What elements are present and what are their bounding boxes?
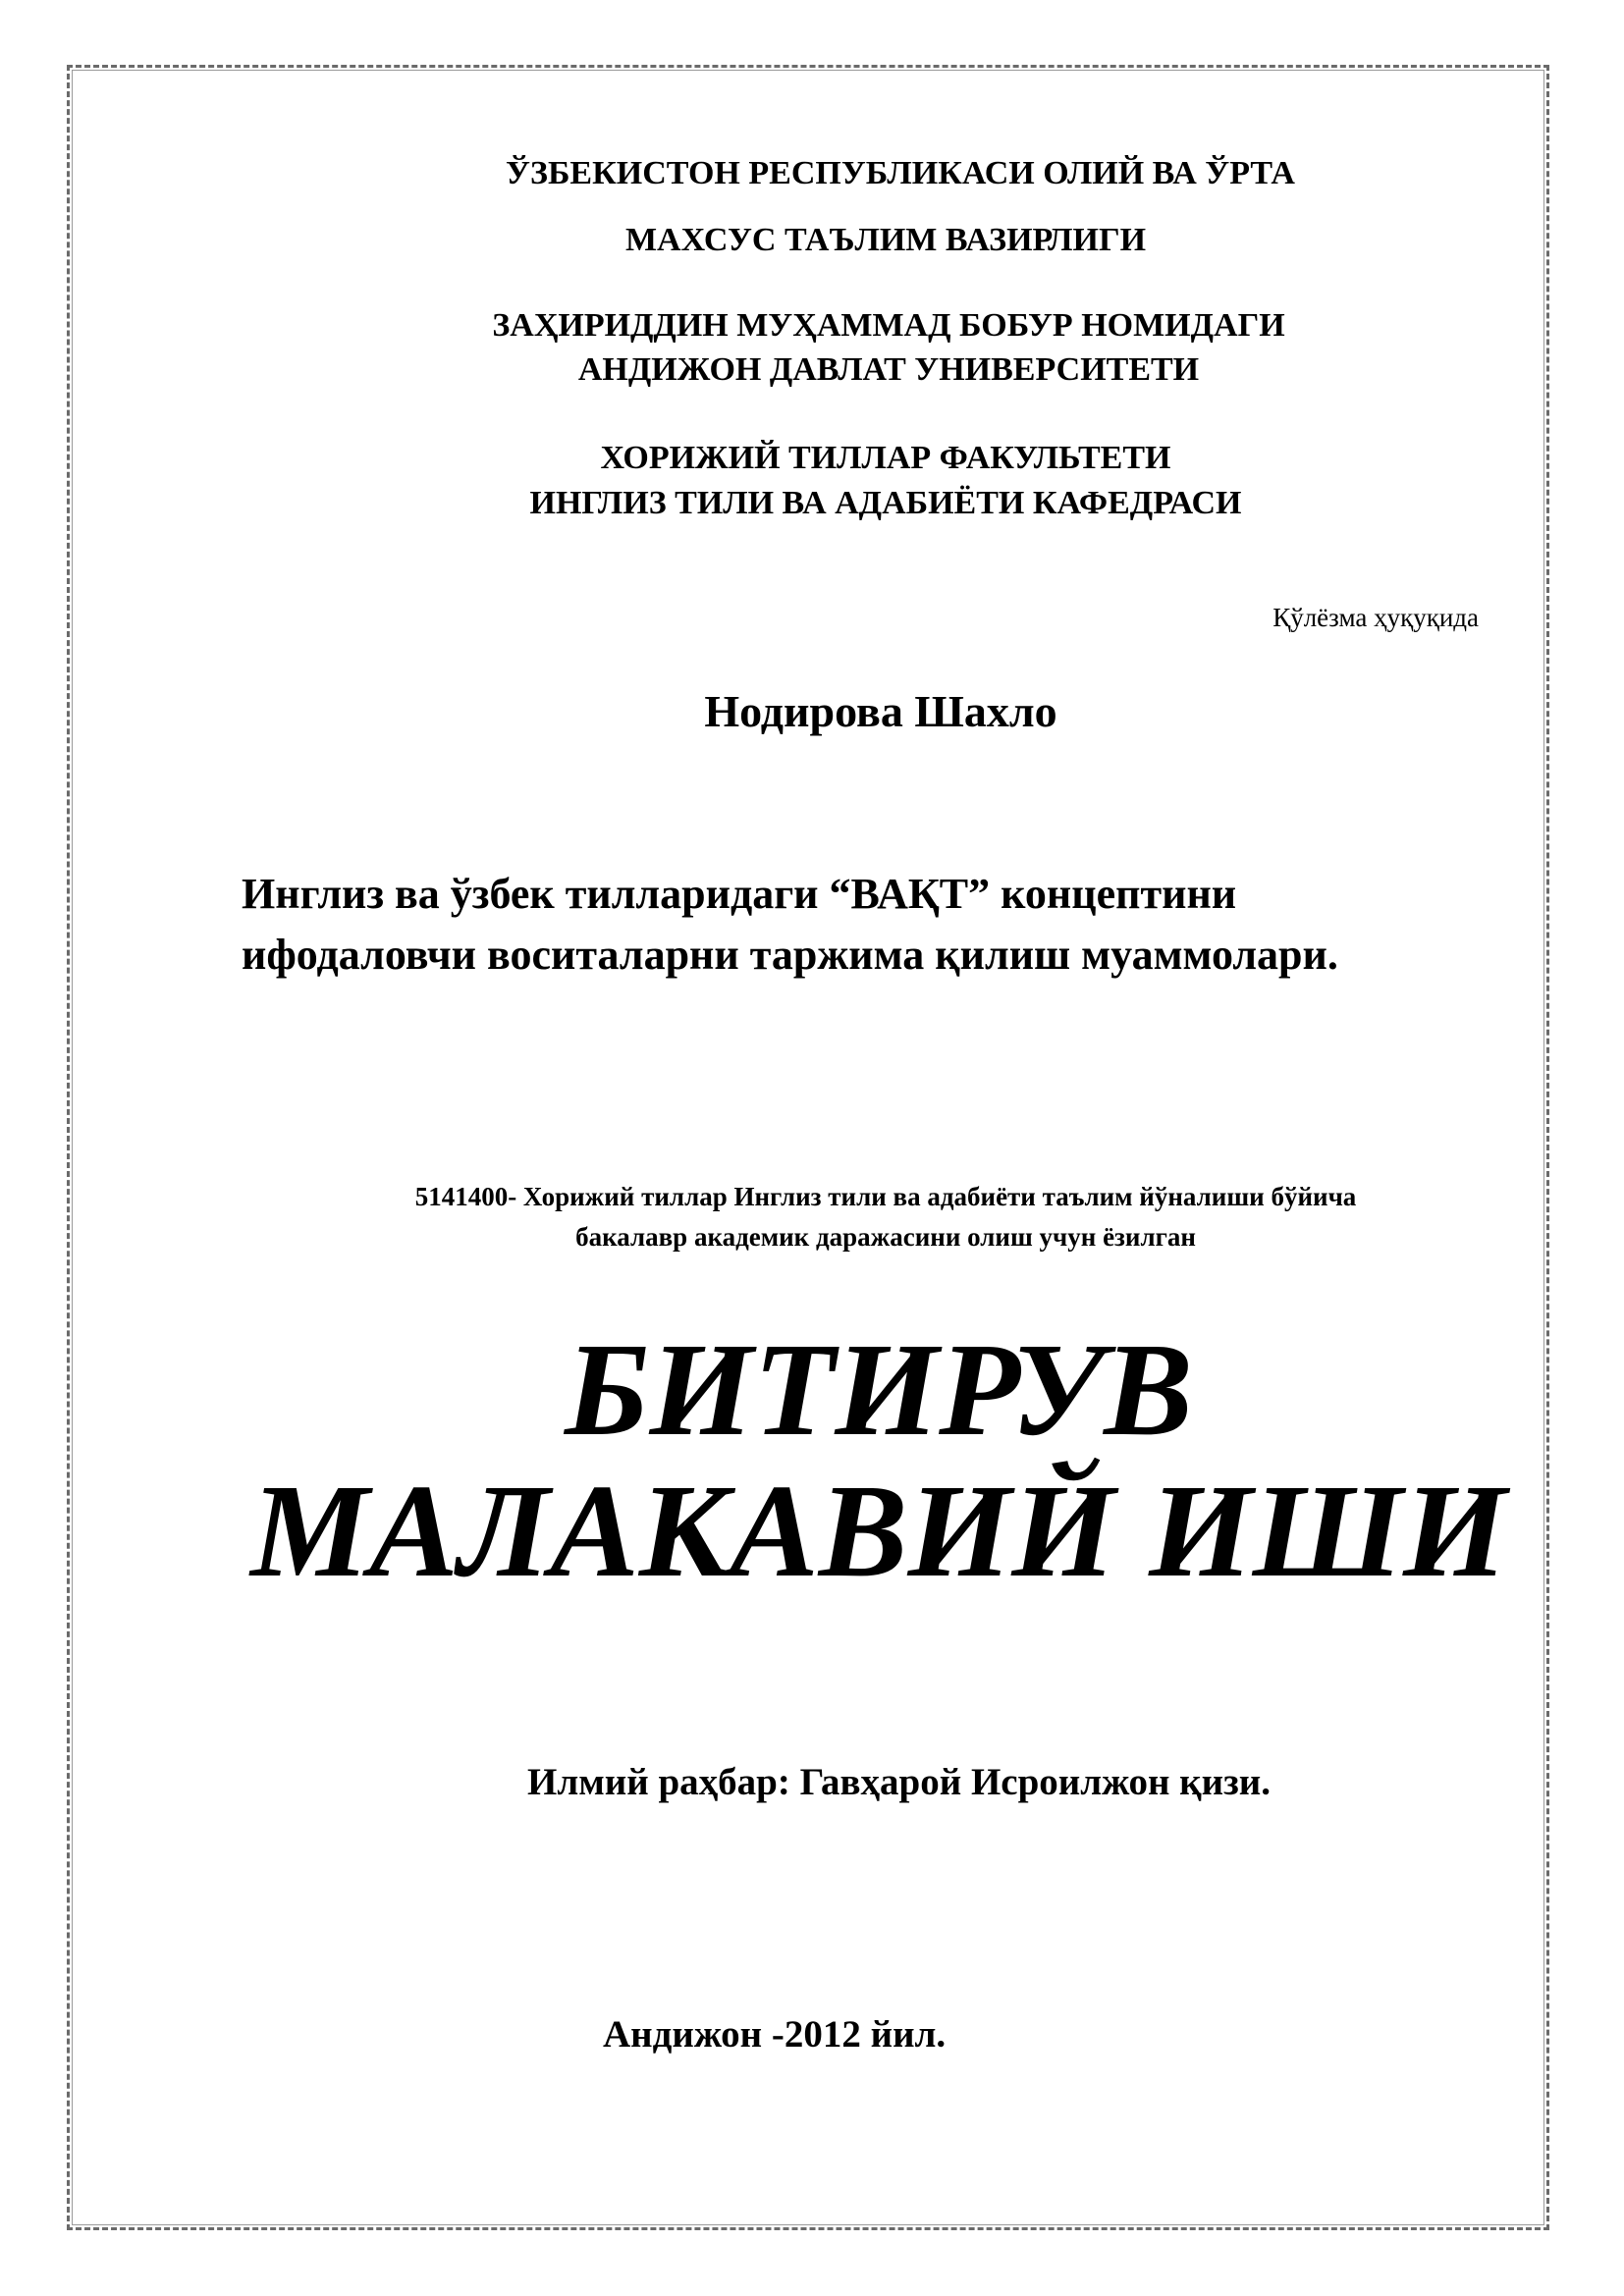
university-line-1: ЗАҲИРИДДИН МУҲАММАД БОБУР НОМИДАГИ	[492, 307, 1285, 344]
city-year: Андижон -2012 йил.	[603, 2013, 947, 2056]
faculty-line-1: ХОРИЖИЙ ТИЛЛАР ФАКУЛЬТЕТИ	[600, 440, 1171, 476]
thesis-title	[242, 864, 1338, 986]
university-line-2: АНДИЖОН ДАВЛАТ УНИВЕРСИТЕТИ	[577, 351, 1200, 388]
specialty-line-1: 5141400- Хорижий тиллар Инглиз тили ва адабиёти таълим йўналиши бўйича	[414, 1182, 1357, 1211]
work-type-line-1: БИТИРУВ	[565, 1316, 1193, 1464]
specialty-line-2: бакалавр академик даражасини олиш учун ёзилган	[575, 1222, 1196, 1252]
manuscript-note: Қўлёзма ҳуқуқида	[1272, 603, 1479, 632]
page-border	[67, 65, 1549, 2230]
ministry-line-2: МАХСУС ТАЪЛИМ ВАЗИРЛИГИ	[624, 222, 1147, 258]
work-type-line-2: МАЛАКАВИЙ ИШИ	[250, 1458, 1507, 1605]
ministry-line-1: ЎЗБЕКИСТОН РЕСПУБЛИКАСИ ОЛИЙ ВА ЎРТА	[506, 155, 1295, 191]
thesis-title-line-1: Инглиз ва ўзбек тилларидаги “ВАҚТ” концептини	[242, 870, 1237, 918]
author-name: Нодирова Шахло	[704, 686, 1057, 736]
thesis-title-line-2: ифодаловчи воситаларни таржима қилиш муаммолари.	[242, 931, 1338, 979]
supervisor: Илмий раҳбар: Гавҳарой Исроилжон қизи.	[527, 1761, 1271, 1803]
department-line: ИНГЛИЗ ТИЛИ ВА АДАБИЁТИ КАФЕДРАСИ	[529, 485, 1242, 521]
